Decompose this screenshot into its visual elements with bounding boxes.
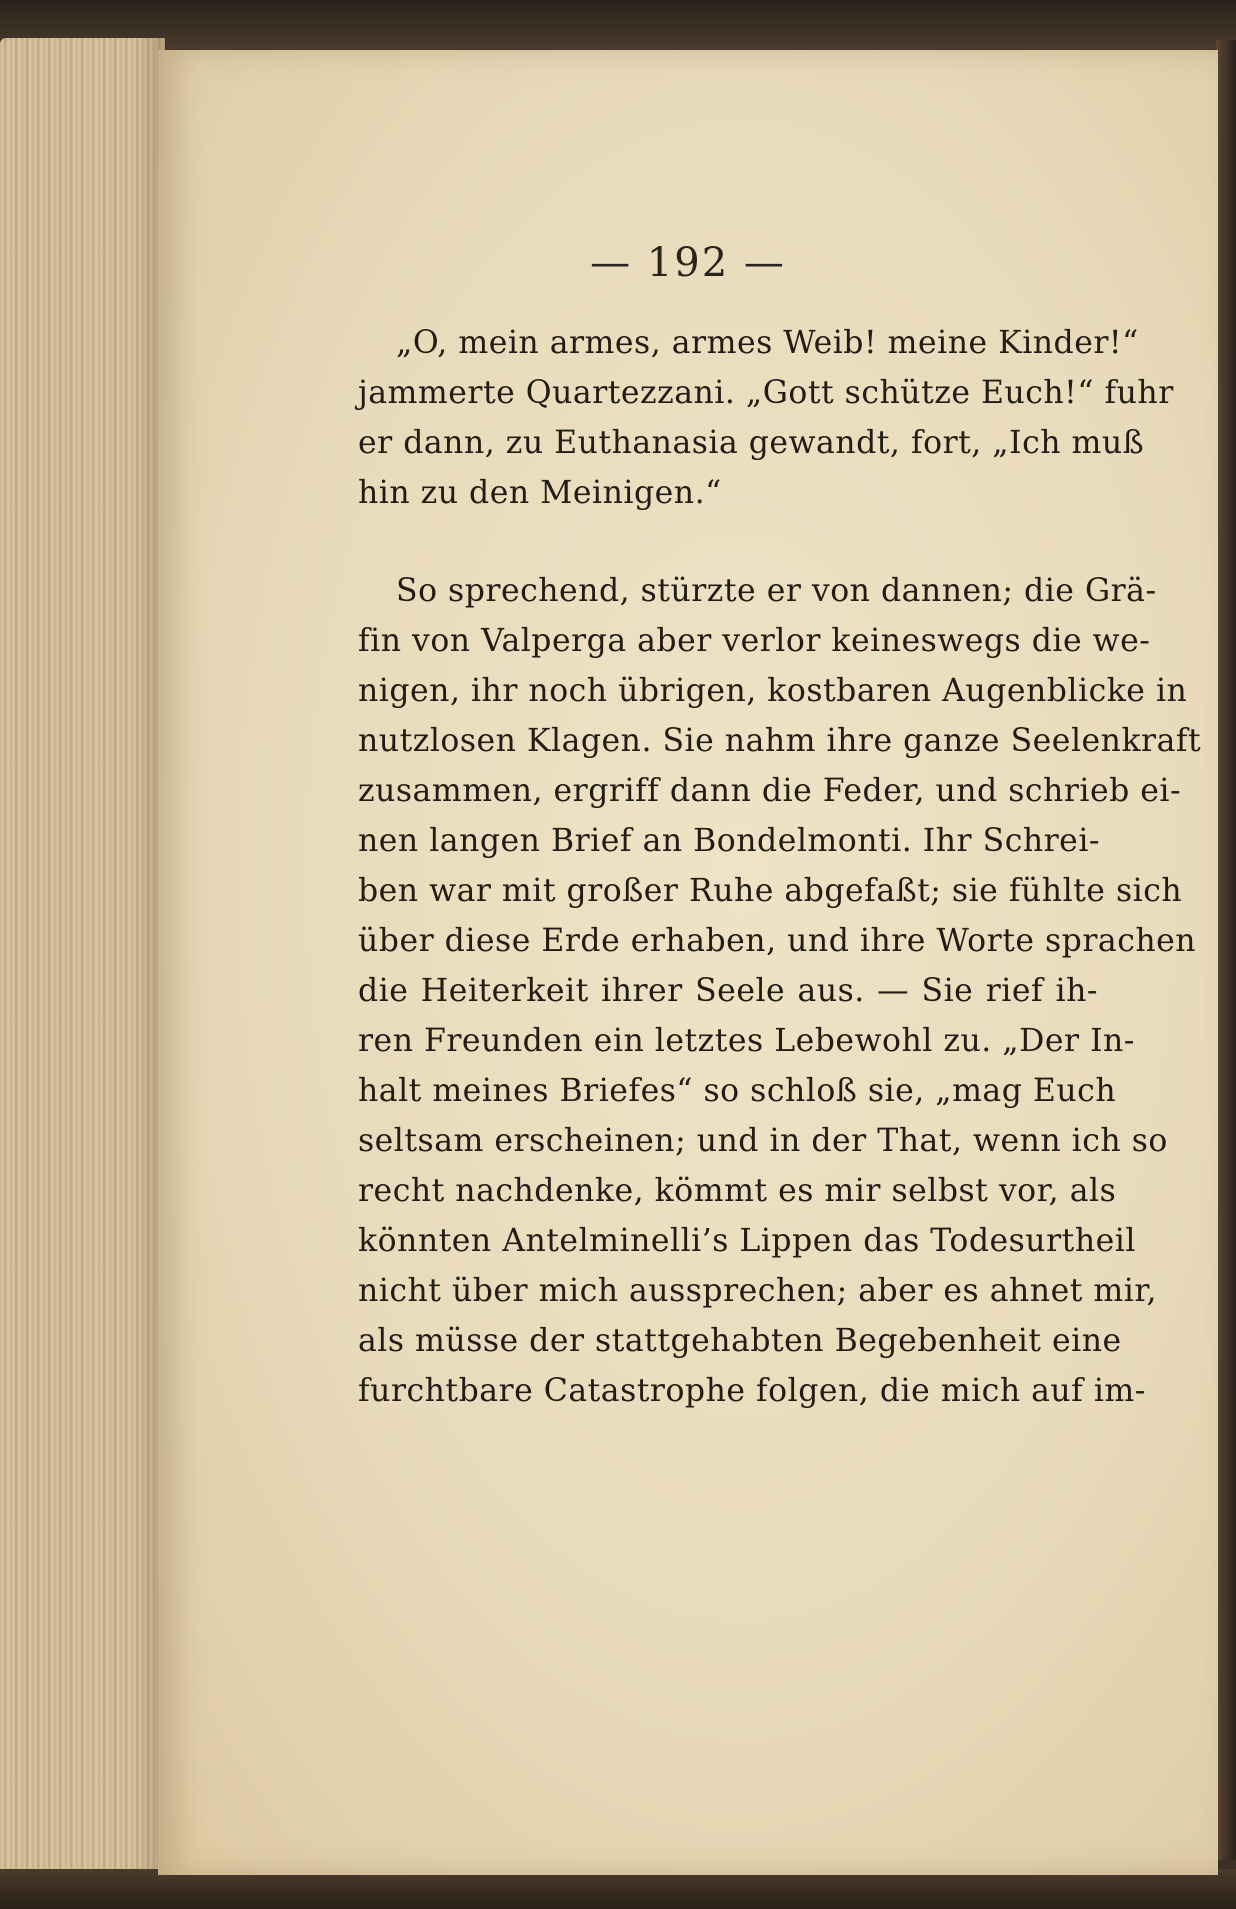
text-line: furchtbare Catastrophe folgen, die mich auf im-	[358, 1373, 1146, 1409]
text-line: seltsam erscheinen; und in der That, wenn ich so	[358, 1123, 1168, 1159]
text-line: ben war mit großer Ruhe abgefaßt; sie fühlte sich	[358, 873, 1183, 909]
text-line: fin von Valperga aber verlor keineswegs die we-	[358, 623, 1151, 659]
text-line: halt meines Briefes“ so schloß sie, „mag Euch	[358, 1073, 1117, 1109]
paragraph-2	[358, 566, 1202, 1416]
text-line: nicht über mich aussprechen; aber es ahnet mir,	[358, 1273, 1157, 1309]
text-line: recht nachdenke, kömmt es mir selbst vor, als	[358, 1173, 1117, 1209]
text-line: die Heiterkeit ihrer Seele aus. — Sie rief ih-	[358, 973, 1098, 1009]
text-line: könnten Antelminelli’s Lippen das Todesurtheil	[358, 1223, 1136, 1259]
text-line: So sprechend, stürzte er von dannen; die Grä-	[396, 573, 1157, 609]
text-line: über diese Erde erhaben, und ihre Worte sprachen	[358, 923, 1197, 959]
page-number: — 192 —	[590, 240, 786, 286]
text-line: nutzlosen Klagen. Sie nahm ihre ganze Seelenkraft	[358, 723, 1202, 759]
page-edges	[0, 38, 165, 1878]
paragraph-1	[358, 318, 1174, 518]
book-cover-right	[1216, 40, 1236, 1860]
text-line: nen langen Brief an Bondelmonti. Ihr Schrei-	[358, 823, 1101, 859]
text-line: er dann, zu Euthanasia gewandt, fort, „Ich muß	[358, 425, 1145, 461]
book-cover-top	[0, 0, 1236, 52]
text-line: nigen, ihr noch übrigen, kostbaren Augenblicke in	[358, 673, 1188, 709]
text-line: jammerte Quartezzani. „Gott schütze Euch!“ fuhr	[358, 375, 1174, 411]
book-cover-bottom	[0, 1869, 1236, 1909]
text-line: ren Freunden ein letztes Lebewohl zu. „Der In-	[358, 1023, 1135, 1059]
text-line: hin zu den Meinigen.“	[358, 475, 722, 511]
book-page	[158, 50, 1218, 1875]
text-line: zusammen, ergriff dann die Feder, und schrieb ei-	[358, 773, 1182, 809]
text-line: „O, mein armes, armes Weib! meine Kinder!“	[396, 325, 1139, 361]
text-line: als müsse der stattgehabten Begebenheit eine	[358, 1323, 1122, 1359]
